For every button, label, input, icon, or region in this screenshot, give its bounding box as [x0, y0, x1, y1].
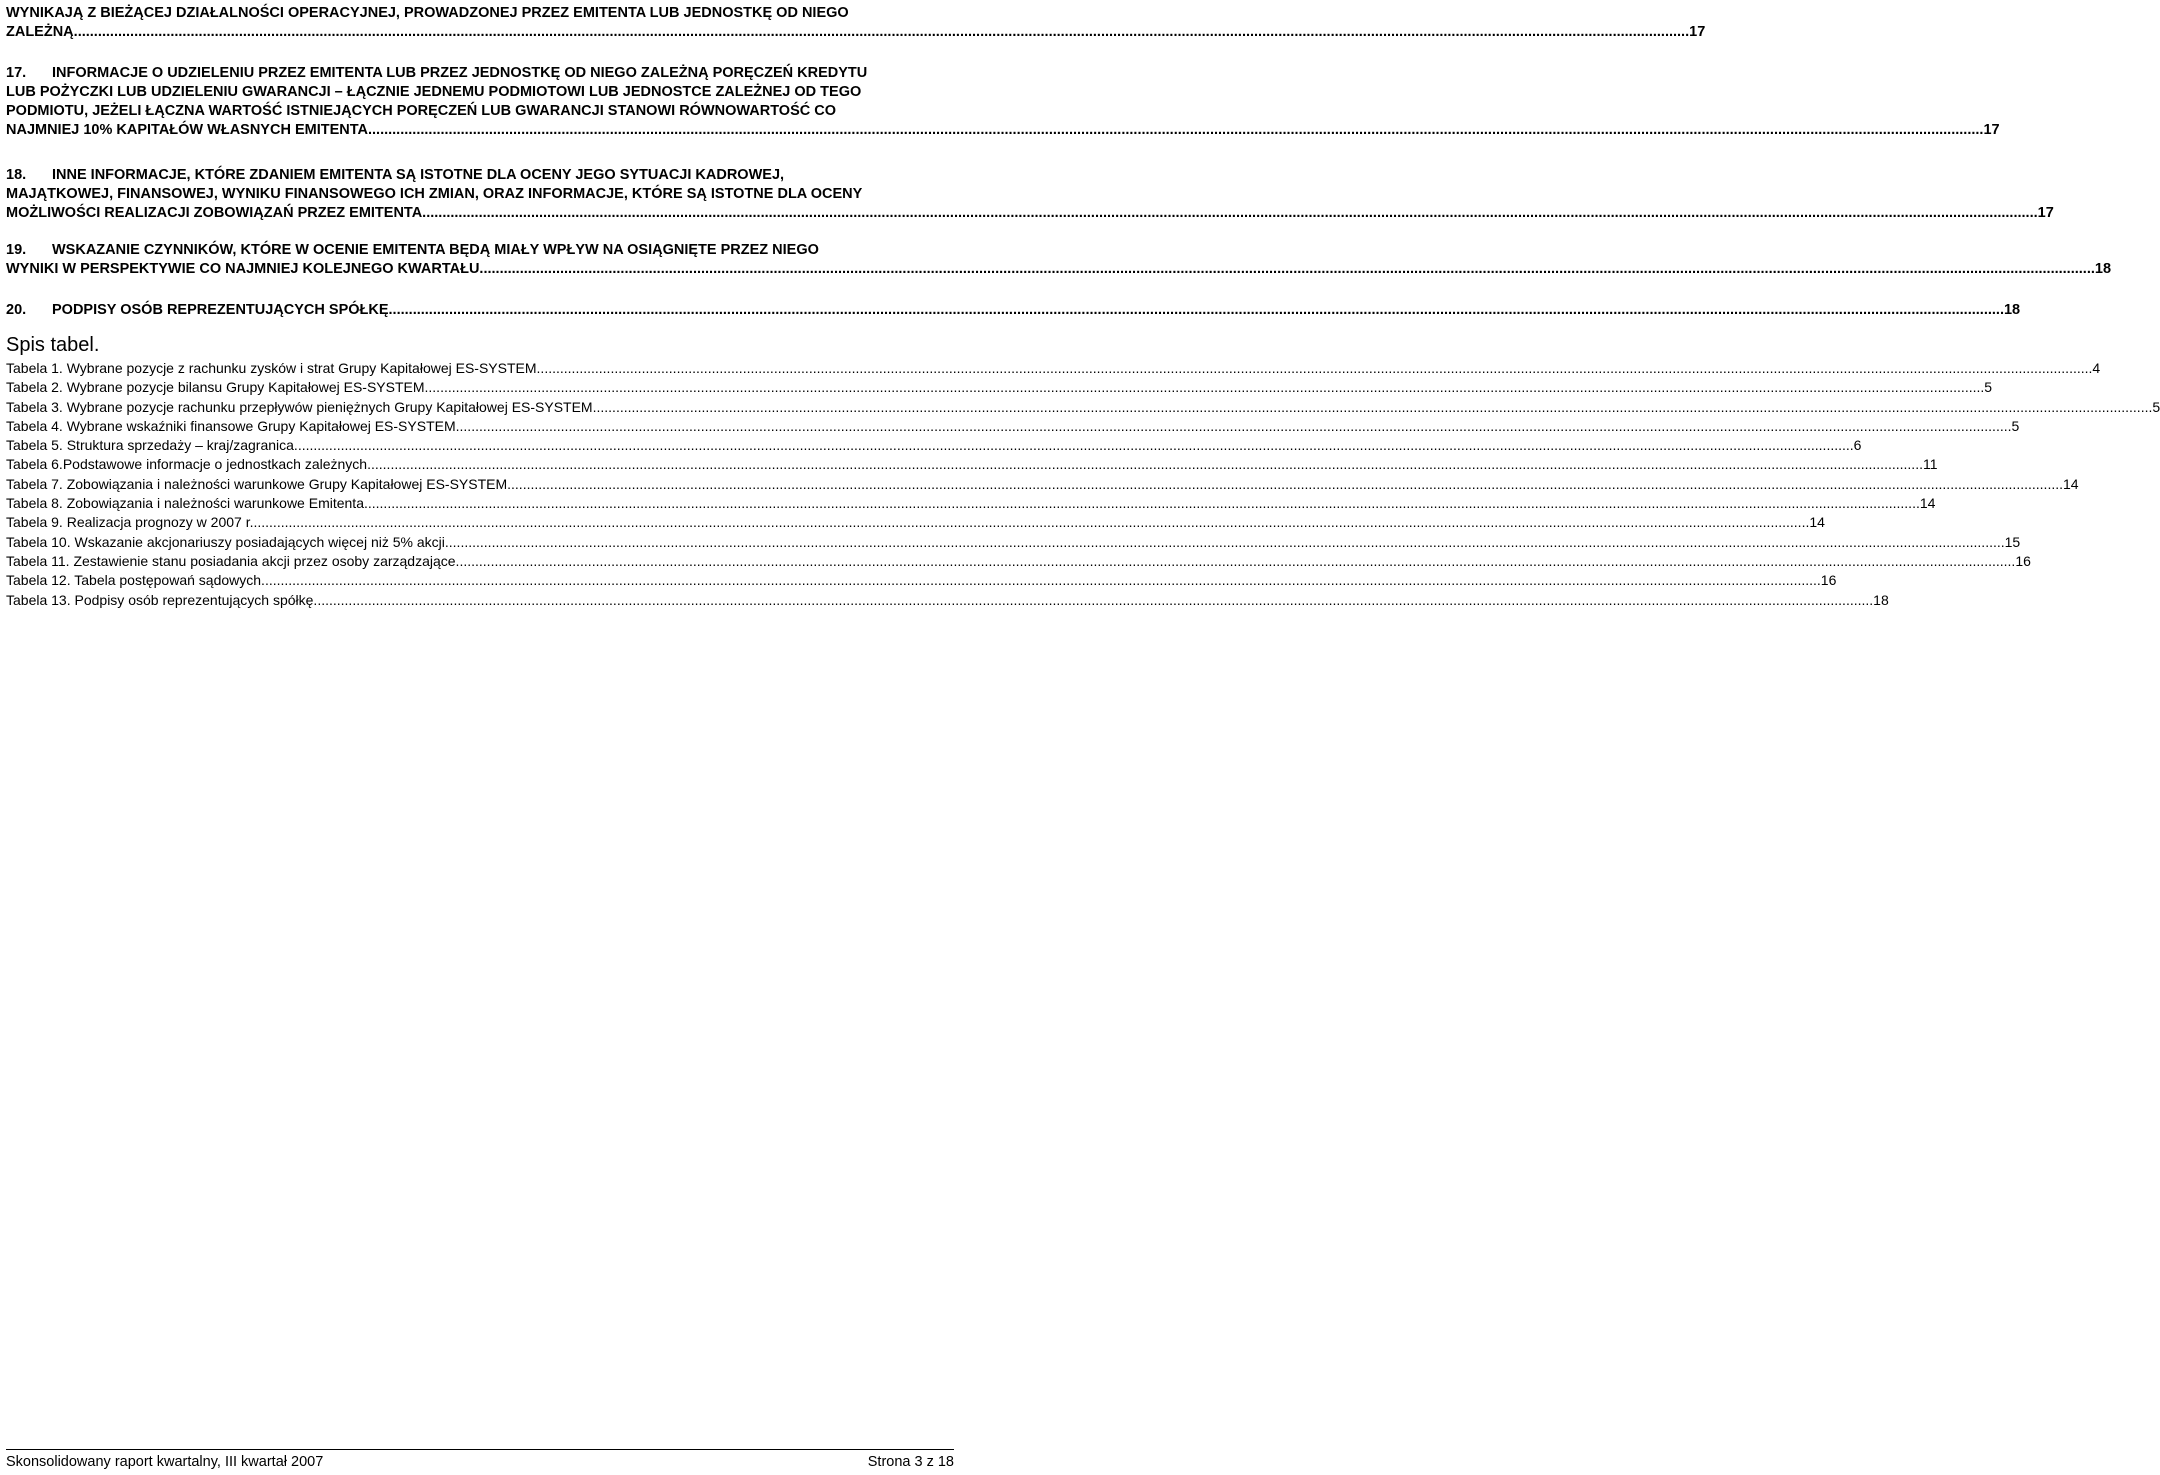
entry-number: 17.	[6, 65, 27, 81]
dot-leader: ................................................................................................................................................................................................................................................................................................................................................................................................................	[363, 495, 1920, 512]
toc-line: PODMIOTU, JEŻELI ŁĄCZNA WARTOŚĆ ISTNIEJĄCYCH PORĘCZEŃ LUB GWARANCJI STANOWI RÓWNOWARTOŚĆ CO	[6, 103, 837, 119]
page-number: 14	[2063, 475, 2079, 492]
toc-line: INFORMACJE O UDZIELENIU PRZEZ EMITENTA LUB PRZEZ JEDNOSTKĘ OD NIEGO ZALEŻNĄ PORĘCZEŃ KREDYTU	[52, 65, 868, 81]
list-of-tables	[6, 359, 2160, 610]
page-number: 16	[2015, 552, 2031, 569]
toc-line: LUB POŻYCZKI LUB UDZIELENIU GWARANCJI – ŁĄCZNIE JEDNEMU PODMIOTOWI LUB JEDNOSTCE ZALEŻNEJ OD TEGO	[6, 84, 862, 100]
page-number: 17	[2037, 205, 2054, 221]
toc-line: INNE INFORMACJE, KTÓRE ZDANIEM EMITENTA SĄ ISTOTNE DLA OCENY JEGO SYTUACJI KADROWEJ,	[52, 167, 785, 183]
toc-line: MAJĄTKOWEJ, FINANSOWEJ, WYNIKU FINANSOWEGO ICH ZMIAN, ORAZ INFORMACJE, KTÓRE SĄ ISTOTNE DLA OCENY	[6, 186, 863, 202]
page-number: 14	[1809, 514, 1825, 531]
toc-line: WYNIKAJĄ Z BIEŻĄCEJ DZIAŁALNOŚCI OPERACYJNEJ, PROWADZONEJ PRZEZ EMITENTA LUB JEDNOSTKĘ OD NIEGO	[6, 5, 849, 21]
toc-entry-16-continued[interactable]	[6, 4, 1706, 42]
dot-leader: ................................................................................................................................................................................................................................................................................................................................................................................................................	[507, 475, 2063, 492]
page-number: 5	[2011, 417, 2020, 434]
dot-leader: ................................................................................................................................................................................................................................................................................................................................................................................................................	[77, 24, 1690, 40]
list-of-tables-heading: Spis tabel.	[6, 334, 100, 356]
dot-leader: ................................................................................................................................................................................................................................................................................................................................................................................................................	[372, 122, 1984, 138]
toc-line: ZALEŻNĄ.	[6, 24, 78, 40]
toc-entry-17[interactable]	[6, 64, 2000, 140]
dot-leader: ................................................................................................................................................................................................................................................................................................................................................................................................................	[536, 360, 2093, 376]
page-number: 15	[2004, 533, 2021, 550]
footer-page-indicator: Strona 3 z 18	[867, 1454, 954, 1470]
toc-entry-18[interactable]	[6, 166, 2054, 223]
dot-leader: ................................................................................................................................................................................................................................................................................................................................................................................................................	[317, 591, 1874, 608]
table-list-item[interactable]: Tabela 8. Zobowiązania i należności warunkowe Emitenta ................................................................................................................................................................................................................................................................................................................................................................................................................ 14	[6, 494, 953, 513]
page-number: 17	[1689, 24, 1706, 40]
page-number: 11	[1922, 456, 1938, 473]
table-list-item[interactable]: Tabela 2. Wybrane pozycje bilansu Grupy Kapitałowej ES-SYSTEM. ................................................................................................................................................................................................................................................................................................................................................................................................................ 5	[6, 378, 953, 397]
page-number: 18	[2003, 302, 2021, 318]
page-footer	[6, 1454, 954, 1470]
table-list-item[interactable]: Tabela 7. Zobowiązania i należności warunkowe Grupy Kapitałowej ES-SYSTEM ................................................................................................................................................................................................................................................................................................................................................................................................................ 14	[6, 475, 953, 494]
entry-number: 20.	[6, 302, 27, 318]
dot-leader: ................................................................................................................................................................................................................................................................................................................................................................................................................	[297, 437, 1854, 454]
dot-leader: ................................................................................................................................................................................................................................................................................................................................................................................................................	[367, 456, 1923, 473]
entry-number: 19.	[6, 242, 27, 258]
table-list-item[interactable]: Tabela 3. Wybrane pozycje rachunku przepływów pieniężnych Grupy Kapitałowej ES-SYSTEM. ................................................................................................................................................................................................................................................................................................................................................................................................................ 5	[6, 398, 953, 417]
page-number: 18	[1873, 591, 1889, 608]
dot-leader: ................................................................................................................................................................................................................................................................................................................................................................................................................	[455, 417, 2012, 434]
entry-number: 18.	[6, 167, 27, 183]
dot-leader: ................................................................................................................................................................................................................................................................................................................................................................................................................	[483, 261, 2095, 277]
page-number: 5	[1984, 379, 1993, 396]
toc-line: WYNIKI W PERSPEKTYWIE CO NAJMNIEJ KOLEJNEGO KWARTAŁU.	[6, 261, 484, 277]
dot-leader: ................................................................................................................................................................................................................................................................................................................................................................................................................	[596, 398, 2153, 415]
toc-line: PODPISY OSÓB REPREZENTUJĄCYCH SPÓŁKĘ.	[52, 302, 393, 318]
dot-leader: ................................................................................................................................................................................................................................................................................................................................................................................................................	[392, 302, 2004, 318]
page-number: 16	[1820, 572, 1837, 589]
table-list-item[interactable]: Tabela 11. Zestawienie stanu posiadania akcji przez osoby zarządzające. ................................................................................................................................................................................................................................................................................................................................................................................................................ 16	[6, 552, 953, 571]
dot-leader: ................................................................................................................................................................................................................................................................................................................................................................................................................	[253, 514, 1810, 531]
page-number: 17	[1983, 122, 2000, 138]
footer-divider	[6, 1449, 954, 1450]
toc-entry-20[interactable]	[6, 301, 2021, 320]
table-list-item[interactable]: Tabela 4. Wybrane wskaźniki finansowe Grupy Kapitałowej ES-SYSTEM ................................................................................................................................................................................................................................................................................................................................................................................................................ 5	[6, 417, 953, 436]
table-list-item[interactable]: Tabela 13. Podpisy osób reprezentujących spółkę. ................................................................................................................................................................................................................................................................................................................................................................................................................ 18	[6, 591, 953, 610]
page-number: 18	[2094, 261, 2112, 277]
page-number: 4	[2092, 360, 2101, 376]
table-list-item[interactable]: Tabela 12. Tabela postępowań sądowych. ................................................................................................................................................................................................................................................................................................................................................................................................................ 16	[6, 571, 953, 590]
table-list-item[interactable]: Tabela 10. Wskazanie akcjonariuszy posiadających więcej niż 5% akcji. ................................................................................................................................................................................................................................................................................................................................................................................................................ 15	[6, 533, 953, 552]
footer-report-title: Skonsolidowany raport kwartalny, III kwartał 2007	[6, 1454, 324, 1470]
toc-line: WSKAZANIE CZYNNIKÓW, KTÓRE W OCENIE EMITENTA BĘDĄ MIAŁY WPŁYW NA OSIĄGNIĘTE PRZEZ NIEGO	[52, 242, 819, 258]
dot-leader: ................................................................................................................................................................................................................................................................................................................................................................................................................	[448, 533, 2005, 550]
toc-entry-19[interactable]	[6, 241, 2112, 279]
table-list-item[interactable]: Tabela 1. Wybrane pozycje z rachunku zysków i strat Grupy Kapitałowej ES-SYSTEM ................................................................................................................................................................................................................................................................................................................................................................................................................ 4	[6, 359, 953, 378]
page-number: 5	[2152, 398, 2160, 415]
table-list-item[interactable]: Tabela 5. Struktura sprzedaży – kraj/zagranica. ................................................................................................................................................................................................................................................................................................................................................................................................................ 6	[6, 436, 953, 455]
dot-leader: ................................................................................................................................................................................................................................................................................................................................................................................................................	[428, 379, 1985, 396]
page-number: 14	[1919, 495, 1936, 512]
dot-leader: ................................................................................................................................................................................................................................................................................................................................................................................................................	[426, 205, 2038, 221]
dot-leader: ................................................................................................................................................................................................................................................................................................................................................................................................................	[264, 572, 1821, 589]
toc-line: NAJMNIEJ 10% KAPITAŁÓW WŁASNYCH EMITENTA.	[6, 122, 373, 138]
table-list-item[interactable]: Tabela 6.Podstawowe informacje o jednostkach zależnych ................................................................................................................................................................................................................................................................................................................................................................................................................ 11	[6, 455, 953, 474]
page-number: 6	[1853, 437, 1862, 454]
dot-leader: ................................................................................................................................................................................................................................................................................................................................................................................................................	[459, 552, 2016, 569]
toc-line: MOŻLIWOŚCI REALIZACJI ZOBOWIĄZAŃ PRZEZ EMITENTA.	[6, 205, 427, 221]
table-list-item[interactable]: Tabela 9. Realizacja prognozy w 2007 r. ................................................................................................................................................................................................................................................................................................................................................................................................................ 14	[6, 513, 953, 532]
